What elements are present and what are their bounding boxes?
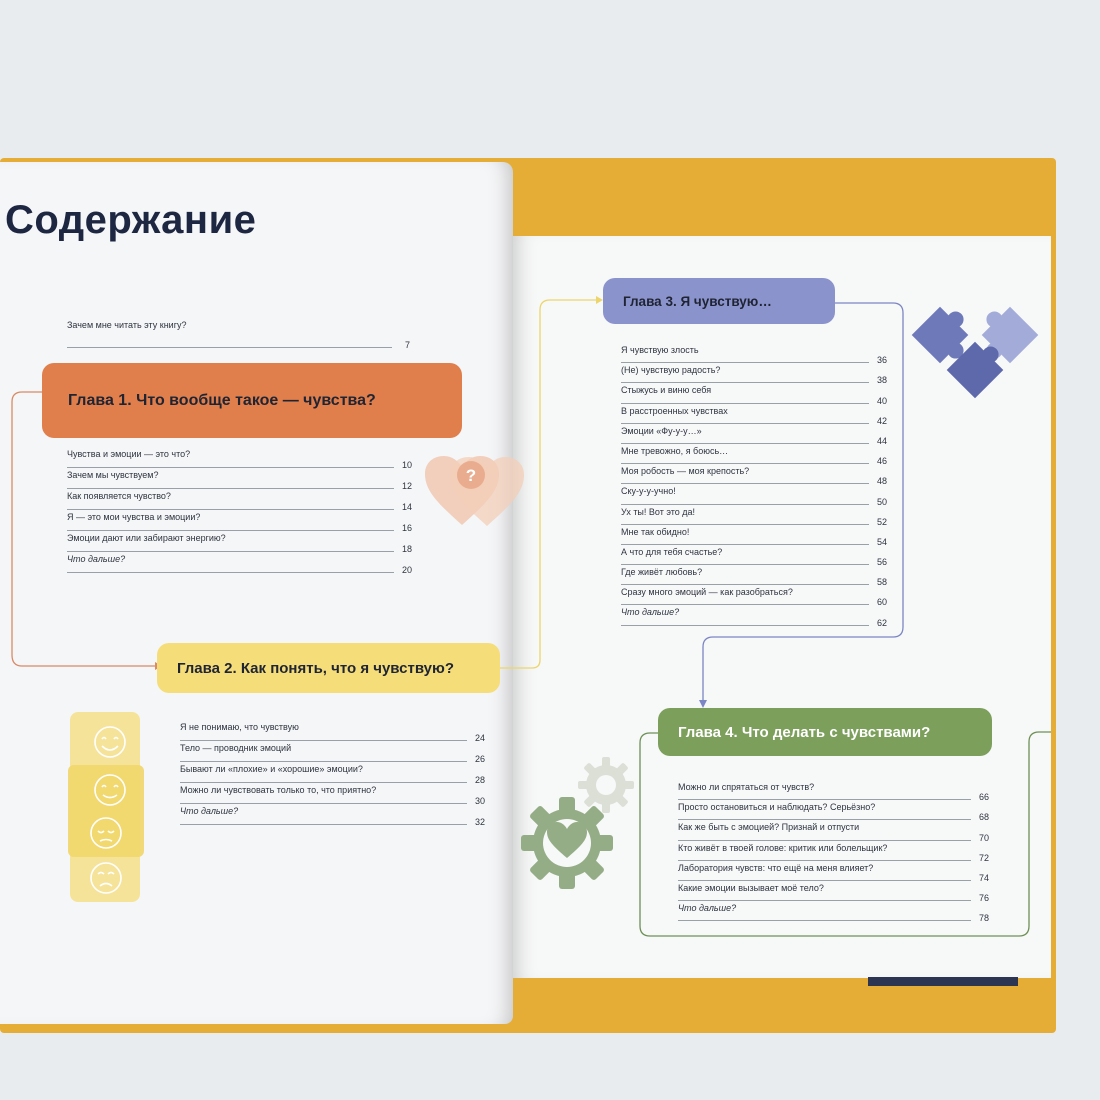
toc-leader-line	[678, 880, 971, 881]
toc-item-label: Бывают ли «плохие» и «хорошие» эмоции?	[180, 764, 363, 774]
toc-item-page: 26	[474, 754, 485, 764]
toc-item[interactable]	[621, 567, 887, 587]
toc-item-page: 58	[876, 577, 887, 588]
toc-item-label: Мне так обидно!	[621, 526, 690, 537]
gears-heart-icon	[521, 757, 634, 889]
toc-item[interactable]	[678, 883, 989, 903]
toc-item-label: Что дальше?	[621, 607, 680, 618]
toc-item[interactable]	[621, 607, 887, 627]
toc-item-page: 62	[876, 617, 887, 628]
toc-item[interactable]	[180, 764, 485, 785]
toc-item-page: 16	[401, 523, 412, 533]
toc-item-page: 18	[401, 544, 412, 554]
chapter-3-list	[621, 345, 887, 628]
toc-leader-line	[621, 463, 869, 464]
toc-item-label: Как появляется чувство?	[67, 491, 171, 501]
toc-item[interactable]	[621, 507, 887, 527]
chapter2-arrow	[596, 296, 603, 304]
toc-leader-line	[678, 920, 971, 921]
toc-item[interactable]	[621, 547, 887, 567]
heart-question-mark: ?	[465, 466, 477, 485]
toc-item[interactable]	[621, 486, 887, 506]
toc-leader-line	[67, 551, 394, 552]
toc-leader-line	[621, 524, 869, 525]
chapter-1-list	[67, 449, 412, 575]
toc-item-page: 44	[876, 435, 887, 446]
toc-item-label: Какие эмоции вызывает моё тело?	[678, 882, 824, 893]
toc-item[interactable]	[678, 843, 989, 863]
toc-item-page: 7	[404, 340, 410, 350]
toc-leader-line	[67, 347, 392, 348]
toc-item-page: 30	[474, 796, 485, 806]
toc-leader-line	[621, 483, 869, 484]
toc-item-label: Мне тревожно, я боюсь…	[621, 445, 729, 456]
toc-item-label: Я чувствую злость	[621, 345, 699, 355]
toc-item-page: 78	[978, 913, 989, 924]
smiley-faces-icon	[68, 712, 144, 902]
toc-leader-line	[621, 564, 869, 565]
puzzle-pieces-icon	[912, 300, 1039, 399]
toc-leader-line	[621, 382, 869, 383]
toc-item-page: 66	[978, 792, 989, 803]
toc-leader-line	[180, 824, 467, 825]
toc-item-page: 36	[876, 355, 887, 366]
toc-item-label: Чувства и эмоции — это что?	[67, 449, 191, 459]
toc-item-page: 20	[401, 565, 412, 575]
toc-item[interactable]	[678, 822, 989, 842]
toc-item-page: 68	[978, 812, 989, 823]
toc-leader-line	[67, 488, 394, 489]
toc-item[interactable]	[67, 491, 412, 512]
toc-leader-line	[621, 403, 869, 404]
toc-item-label: Как же быть с эмоцией? Признай и отпусти	[678, 822, 860, 833]
toc-item-label: Я не понимаю, что чувствую	[180, 722, 299, 732]
toc-item-page: 38	[876, 375, 887, 386]
toc-item[interactable]	[67, 320, 410, 350]
toc-item-page: 14	[401, 502, 412, 512]
toc-leader-line	[67, 467, 394, 468]
toc-leader-line	[67, 509, 394, 510]
toc-item-label: (Не) чувствую радость?	[621, 365, 721, 376]
toc-item-page: 28	[474, 775, 485, 785]
toc-item-label: Что дальше?	[180, 806, 239, 816]
toc-leader-line	[621, 362, 869, 363]
toc-item-label: Моя робость — моя крепость?	[621, 466, 750, 477]
toc-item-label: Зачем мне читать эту книгу?	[67, 320, 187, 330]
toc-item-label: Кто живёт в твоей голове: критик или болельщик?	[678, 842, 888, 853]
toc-item-page: 74	[978, 872, 989, 883]
toc-item-label: Эмоции дают или забирают энергию?	[67, 533, 226, 543]
toc-item-page: 12	[401, 481, 412, 491]
toc-leader-line	[678, 840, 971, 841]
toc-leader-line	[621, 423, 869, 424]
chapter-1-header[interactable]: Глава 1. Что вообще такое — чувства?	[42, 363, 462, 438]
toc-item[interactable]	[678, 802, 989, 822]
chapter-4-list	[678, 782, 989, 923]
toc-item-page: 46	[876, 456, 887, 467]
chapter-2-header[interactable]: Глава 2. Как понять, что я чувствую?	[157, 643, 500, 693]
chapter-2-list	[180, 722, 485, 827]
toc-leader-line	[67, 572, 394, 573]
toc-item-page: 10	[401, 460, 412, 470]
toc-item-label: Что дальше?	[678, 903, 737, 914]
toc-item-page: 24	[474, 733, 485, 743]
toc-item-label: Ух ты! Вот это да!	[621, 506, 696, 517]
toc-item[interactable]	[180, 806, 485, 827]
toc-leader-line	[180, 782, 467, 783]
toc-leader-line	[678, 799, 971, 800]
toc-leader-line	[180, 761, 467, 762]
toc-leader-line	[621, 544, 869, 545]
toc-leader-line	[621, 443, 869, 444]
toc-item-page: 50	[876, 496, 887, 507]
toc-item-page: 32	[474, 817, 485, 827]
toc-item-page: 48	[876, 476, 887, 487]
toc-item-label: Эмоции «Фу-у-у…»	[621, 425, 702, 436]
toc-item[interactable]	[621, 426, 887, 446]
toc-item[interactable]	[67, 533, 412, 554]
chapter-3-header[interactable]: Глава 3. Я чувствую…	[603, 278, 835, 324]
toc-intro	[67, 320, 410, 350]
toc-item[interactable]	[621, 406, 887, 426]
toc-item-label: Ску-у-у-учно!	[621, 486, 676, 497]
toc-item-label: Зачем мы чувствуем?	[67, 470, 159, 480]
toc-item-page: 56	[876, 557, 887, 568]
toc-item-page: 52	[876, 516, 887, 527]
toc-item-page: 72	[978, 852, 989, 863]
toc-item-label: А что для тебя счастье?	[621, 546, 723, 557]
toc-item-label: Тело — проводник эмоций	[180, 743, 292, 753]
toc-item[interactable]	[678, 782, 989, 802]
toc-leader-line	[621, 625, 869, 626]
toc-item[interactable]	[621, 365, 887, 385]
toc-leader-line	[180, 803, 467, 804]
toc-item[interactable]	[67, 449, 412, 470]
toc-item-label: Где живёт любовь?	[621, 567, 703, 578]
toc-item-label: Я — это мои чувства и эмоции?	[67, 512, 201, 522]
toc-item-label: Лаборатория чувств: что ещё на меня влияет?	[678, 862, 874, 873]
toc-leader-line	[678, 819, 971, 820]
toc-item[interactable]	[621, 527, 887, 547]
toc-leader-line	[621, 604, 869, 605]
toc-leader-line	[180, 740, 467, 741]
chapter-4-header[interactable]: Глава 4. Что делать с чувствами?	[658, 708, 992, 756]
toc-item-page: 76	[978, 893, 989, 904]
toc-leader-line	[678, 860, 971, 861]
toc-item-label: Можно ли чувствовать только то, что приятно?	[180, 785, 377, 795]
toc-item[interactable]	[678, 863, 989, 883]
toc-item-page: 54	[876, 536, 887, 547]
toc-leader-line	[67, 530, 394, 531]
toc-item-label: Можно ли спрятаться от чувств?	[678, 782, 815, 792]
toc-item-page: 70	[978, 832, 989, 843]
toc-item-label: Сразу много эмоций — как разобраться?	[621, 587, 793, 598]
toc-leader-line	[621, 584, 869, 585]
toc-item[interactable]	[180, 785, 485, 806]
toc-item-label: В расстроенных чувствах	[621, 405, 728, 416]
toc-item[interactable]	[621, 446, 887, 466]
toc-item-label: Просто остановиться и наблюдать? Серьёзно?	[678, 802, 876, 813]
toc-item-label: Что дальше?	[67, 554, 126, 564]
toc-item[interactable]	[180, 722, 485, 743]
toc-item[interactable]	[678, 903, 989, 923]
toc-item-page: 42	[876, 415, 887, 426]
toc-item[interactable]	[621, 466, 887, 486]
page-title: Содержание	[5, 198, 257, 242]
toc-item-label: Стыжусь и виню себя	[621, 385, 712, 396]
toc-item[interactable]	[67, 470, 412, 491]
toc-item[interactable]	[621, 587, 887, 607]
toc-item-page: 60	[876, 597, 887, 608]
toc-item[interactable]	[67, 554, 412, 575]
toc-item[interactable]	[180, 743, 485, 764]
toc-item[interactable]	[67, 512, 412, 533]
toc-item[interactable]	[621, 385, 887, 405]
chapter3-arrow	[699, 700, 707, 708]
toc-leader-line	[678, 900, 971, 901]
toc-item-page: 40	[876, 395, 887, 406]
toc-leader-line	[621, 504, 869, 505]
toc-item[interactable]	[621, 345, 887, 365]
